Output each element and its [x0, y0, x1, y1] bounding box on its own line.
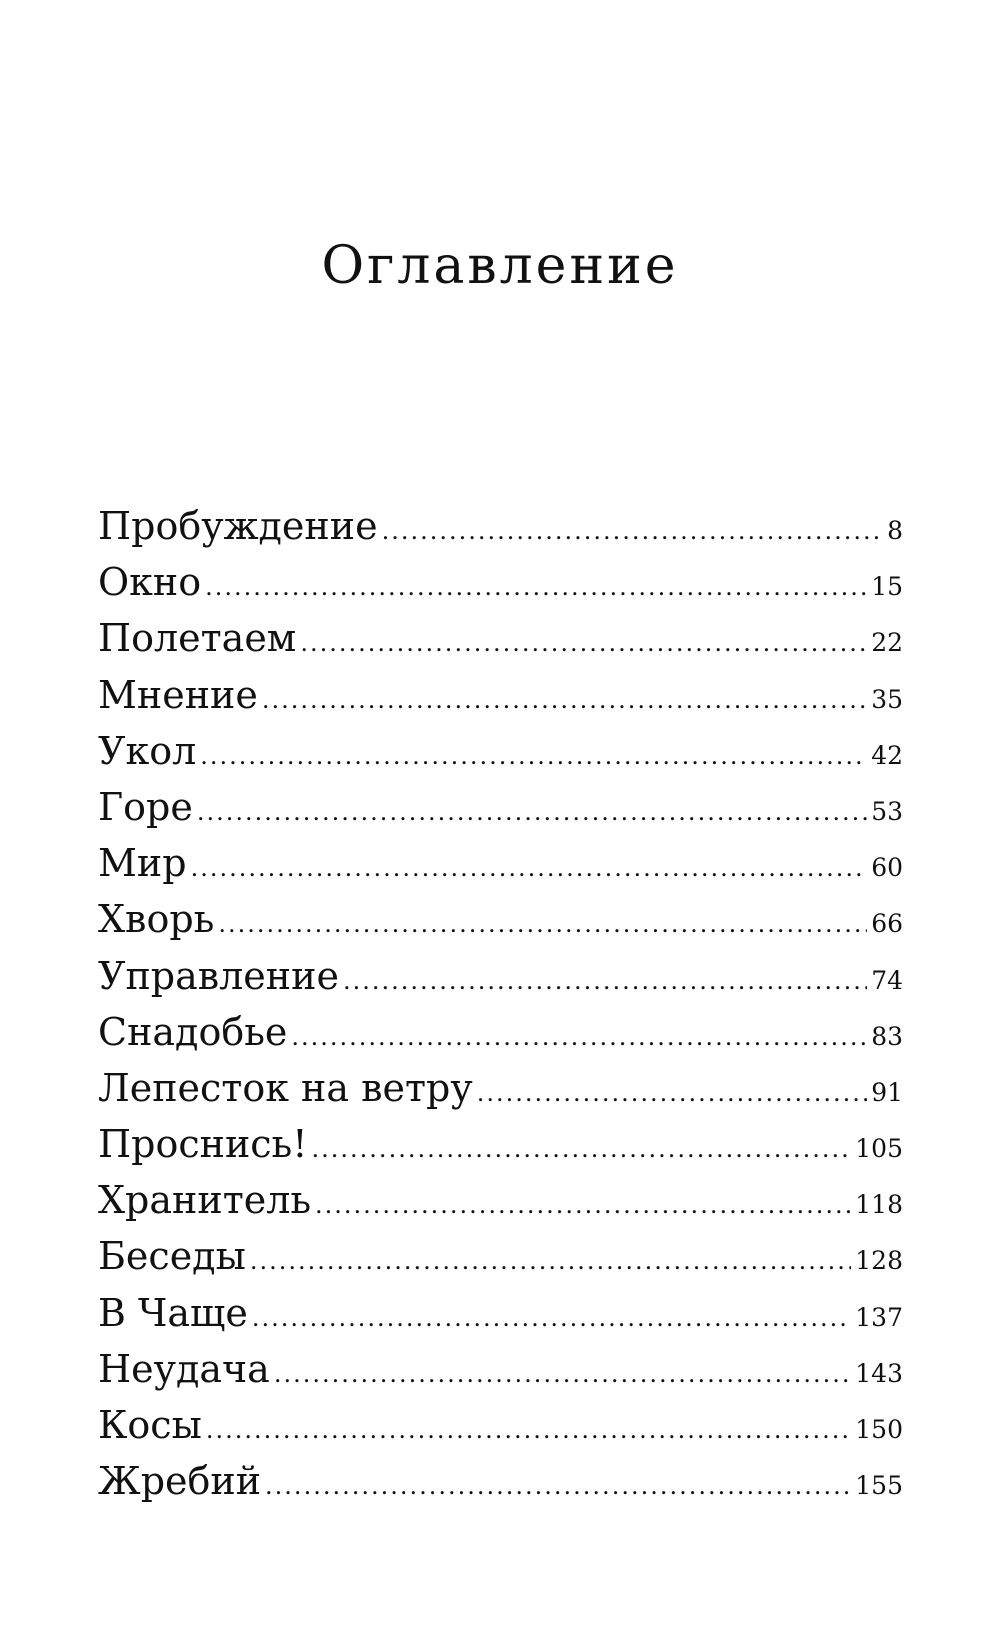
toc-entry: [98, 1347, 903, 1403]
toc-entry-page: 91: [871, 1077, 903, 1107]
toc-entry-page: 35: [871, 684, 903, 714]
toc-entry-title: Управление: [98, 953, 339, 998]
dot-leader: [382, 519, 884, 543]
toc-entry: [98, 954, 903, 1010]
toc-entry-title: Мнение: [98, 672, 258, 717]
toc-entry-title: Беседы: [98, 1234, 246, 1279]
toc-entry-title: Хранитель: [98, 1178, 312, 1223]
toc-entry-page: 8: [887, 516, 903, 545]
toc-entry: [98, 560, 903, 616]
dot-leader: [200, 744, 867, 768]
toc-entry-title: Укол: [98, 728, 197, 773]
dot-leader: [291, 1025, 867, 1049]
toc-entry-page: 143: [855, 1358, 903, 1388]
toc-entry: [98, 616, 903, 672]
toc-entry: [98, 1178, 903, 1234]
toc-entry-title: Горе: [98, 784, 193, 829]
toc-entry: [98, 785, 903, 841]
toc-entry-page: 150: [855, 1415, 903, 1444]
toc-entry: [98, 673, 903, 729]
toc-entry-title: В Чаще: [98, 1290, 248, 1335]
toc-entry-title: Мир: [98, 841, 187, 886]
toc-entry: [98, 729, 903, 785]
toc-entry: [98, 1066, 903, 1122]
toc-entry-title: Снадобье: [98, 1009, 288, 1054]
toc-entry: [98, 1234, 903, 1290]
toc-entry-page: 15: [871, 572, 903, 602]
toc-entry-page: 118: [855, 1190, 903, 1220]
toc-entry: [98, 1122, 903, 1178]
toc-entry: [98, 1459, 903, 1515]
toc-entry-title: Лепесток на ветру: [98, 1065, 473, 1110]
toc-entry-page: 66: [871, 909, 903, 939]
dot-leader: [218, 912, 867, 936]
dot-leader: [206, 1418, 851, 1442]
toc-entry-title: Косы: [98, 1403, 202, 1447]
toc-entry: [98, 1291, 903, 1347]
toc-entry-page: 128: [855, 1246, 903, 1276]
dot-leader: [343, 969, 867, 993]
toc-entry-page: 74: [871, 965, 903, 995]
toc-entry: [98, 1403, 903, 1459]
toc-entry-title: Пробуждение: [98, 504, 378, 548]
dot-leader: [477, 1081, 868, 1105]
toc-entry-page: 42: [871, 740, 903, 770]
toc-entry-title: Проснись!: [98, 1122, 308, 1167]
dot-leader: [274, 1362, 851, 1386]
toc-entry-title: Полетаем: [98, 616, 297, 661]
dot-leader: [315, 1193, 851, 1217]
toc-entry-title: Неудача: [98, 1346, 270, 1391]
toc-entry-page: 83: [871, 1021, 903, 1051]
dot-leader: [252, 1306, 851, 1330]
dot-leader: [205, 575, 867, 599]
toc-entry-page: 60: [871, 853, 903, 883]
toc-entry-page: 53: [871, 796, 903, 826]
dot-leader: [191, 856, 868, 880]
page-title: Оглавление: [321, 236, 679, 296]
toc-entry: [98, 504, 903, 560]
toc-entry-page: 137: [855, 1302, 903, 1332]
toc-entry: [98, 841, 903, 897]
toc-entry-title: Хворь: [98, 897, 215, 942]
toc-entry: [98, 1010, 903, 1066]
toc-entry-title: Окно: [98, 560, 202, 605]
table-of-contents: [98, 504, 903, 1515]
dot-leader: [265, 1474, 851, 1498]
toc-entry: [98, 897, 903, 953]
toc-entry-title: Жребий: [98, 1459, 262, 1504]
dot-leader: [262, 688, 867, 712]
dot-leader: [312, 1137, 852, 1161]
dot-leader: [197, 800, 867, 824]
toc-entry-page: 22: [871, 628, 903, 658]
toc-entry-page: 155: [855, 1471, 903, 1501]
dot-leader: [250, 1249, 851, 1273]
toc-entry-page: 105: [855, 1134, 903, 1164]
dot-leader: [300, 631, 867, 655]
